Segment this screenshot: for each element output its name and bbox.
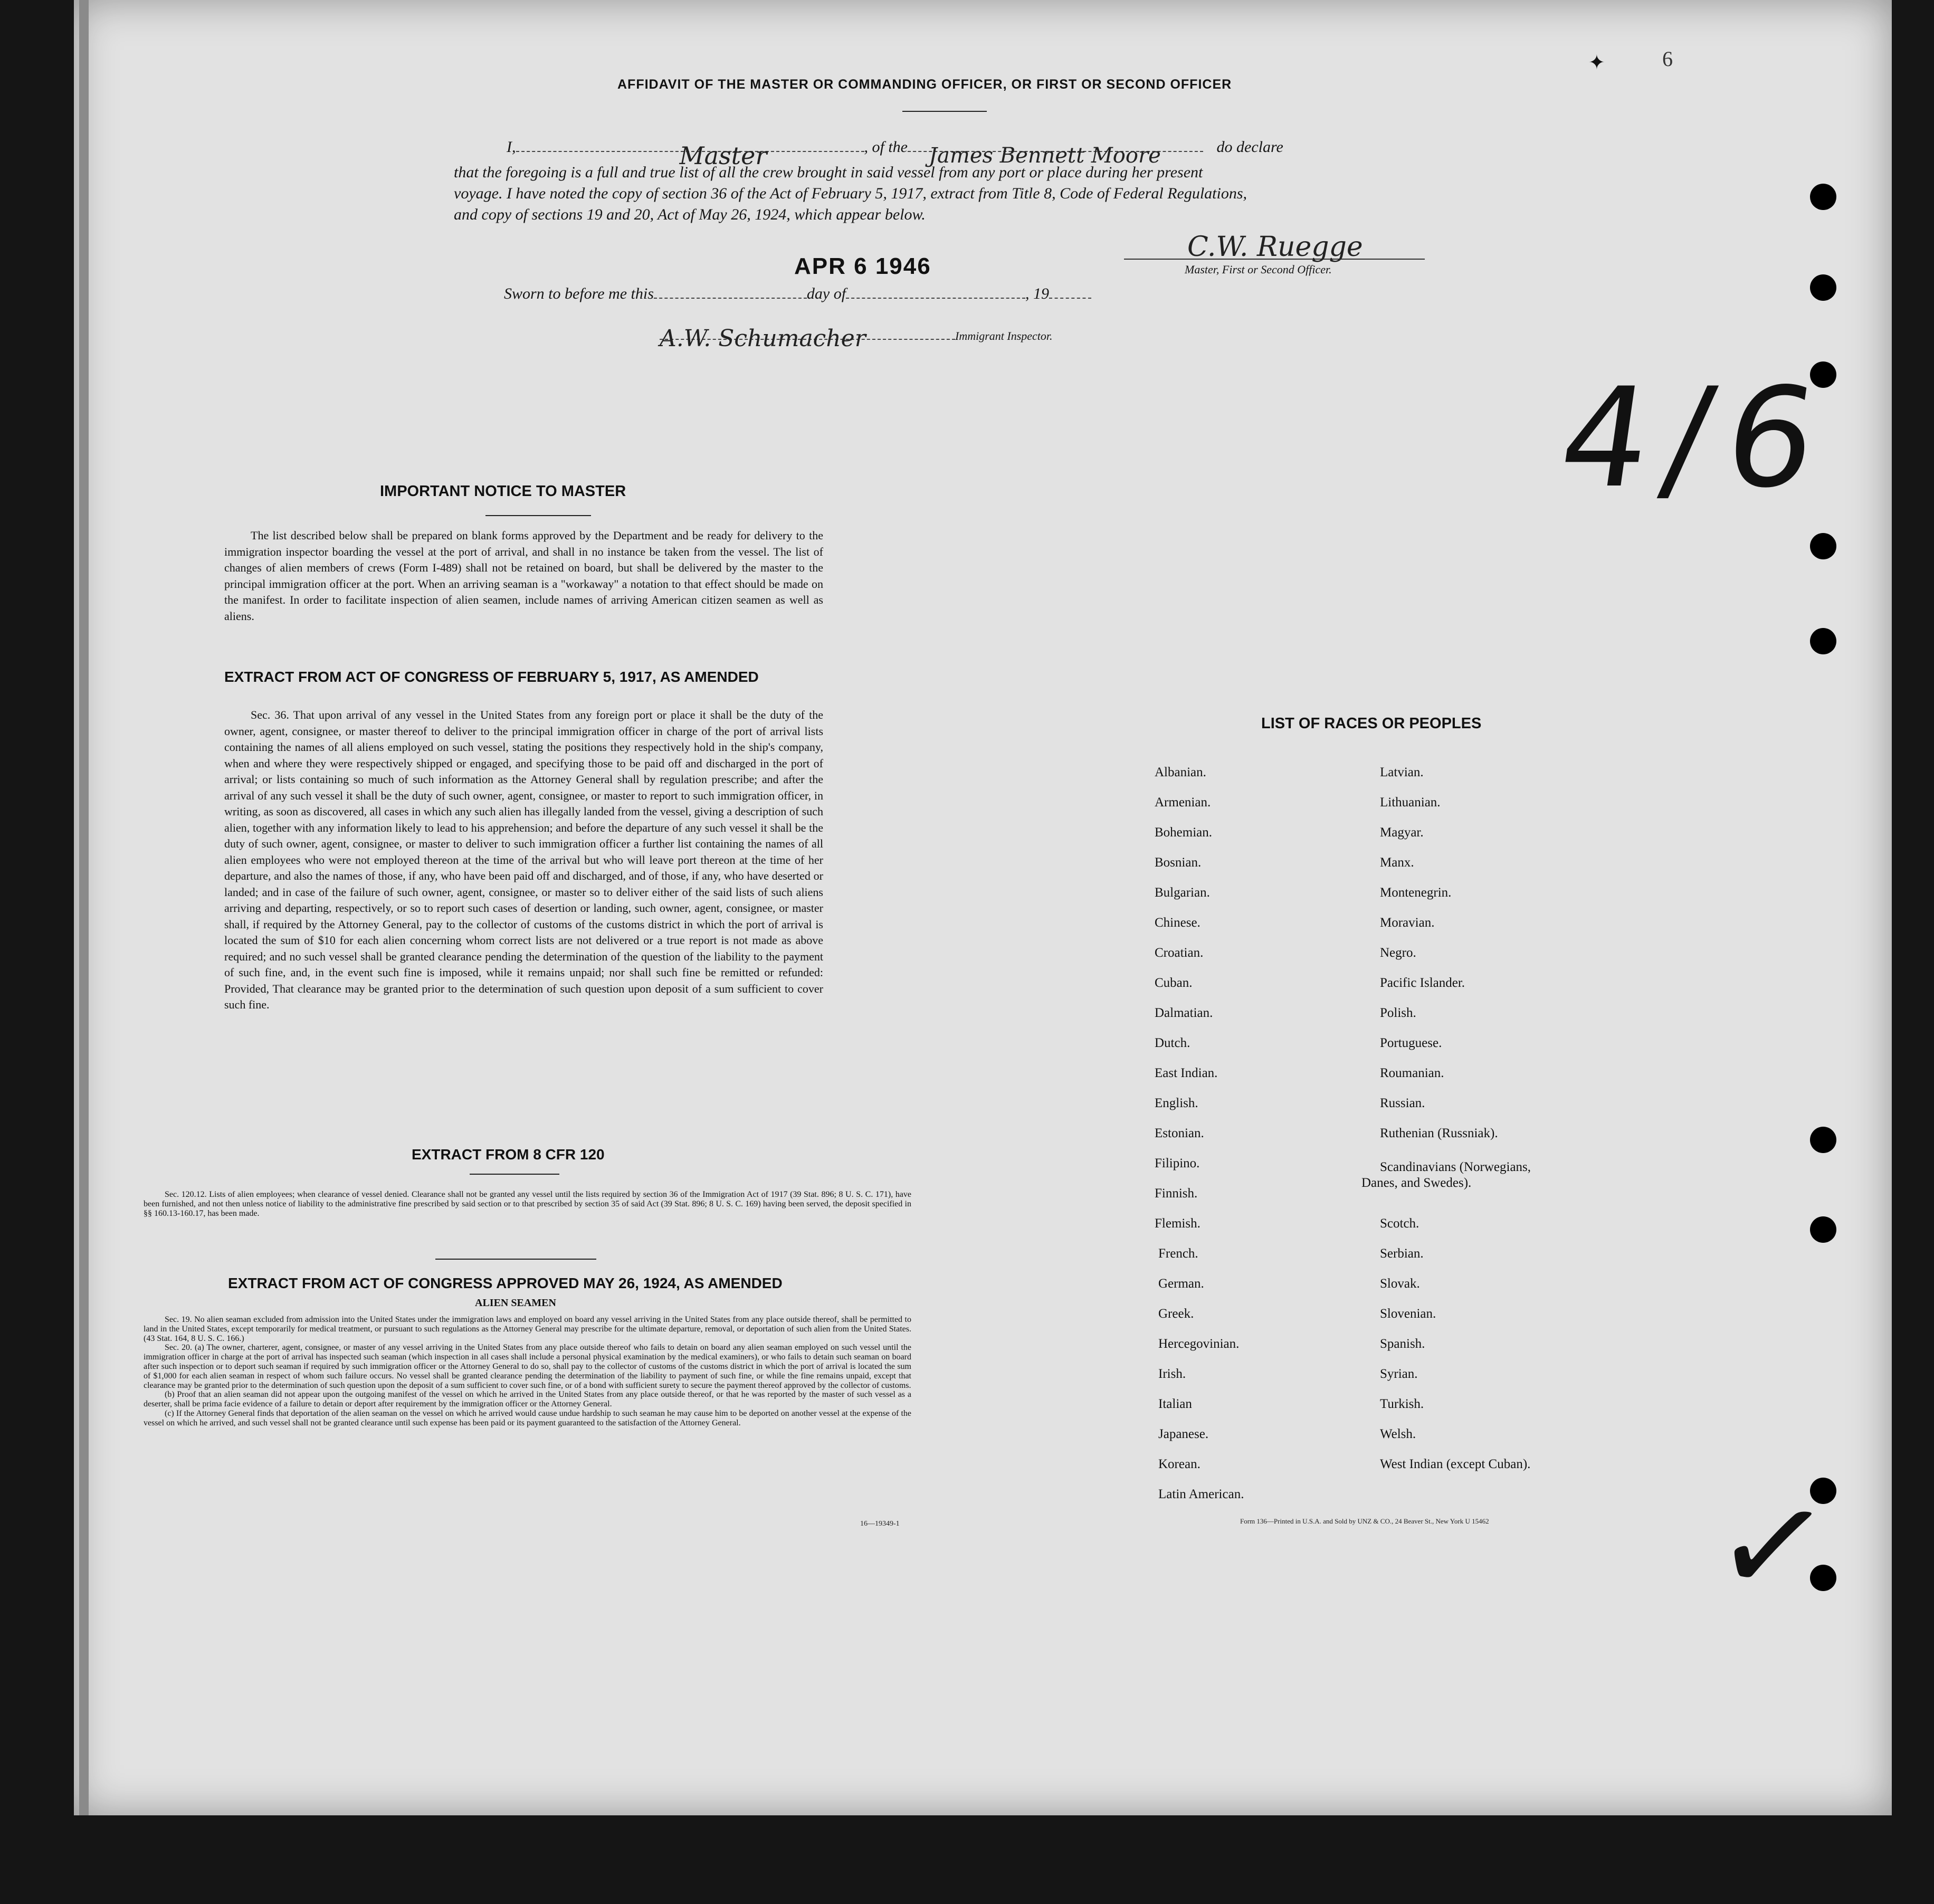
race-item: Bosnian.	[1155, 855, 1202, 870]
race-item: Dutch.	[1155, 1036, 1190, 1050]
extract-cfr-title: EXTRACT FROM 8 CFR 120	[412, 1146, 605, 1163]
section-19-text: Sec. 19. No alien seaman excluded from admission into the United States under the immigration laws and employed on board any vessel arriving in the United States from any place outside thereof, shall be permitted to land in the United States, except temporarily for medical treatment, or pursuant to such regulations as the Attorney General may prescribe for the ultimate departure, removal, or deportation of such alien from the United States. (43 Stat. 164, 8 U. S. C. 166.)	[144, 1315, 911, 1343]
race-item: Finnish.	[1155, 1186, 1198, 1201]
rank-field	[516, 141, 864, 170]
race-item: Pacific Islander.	[1380, 976, 1465, 990]
race-item: Latvian.	[1380, 765, 1424, 779]
race-item: Estonian.	[1155, 1126, 1204, 1140]
punch-hole	[1810, 184, 1836, 210]
sworn-month-field	[846, 298, 1025, 299]
notice-title-underline	[485, 515, 591, 516]
race-item: Turkish.	[1380, 1397, 1424, 1411]
race-item: Spanish.	[1380, 1337, 1425, 1351]
race-item: Korean.	[1158, 1457, 1201, 1471]
punch-hole	[1810, 1216, 1836, 1243]
inspector-title: Immigrant Inspector.	[955, 329, 1053, 342]
race-item: Irish.	[1158, 1367, 1186, 1381]
cfr-title-underline	[470, 1174, 559, 1175]
extract-1917-body	[224, 707, 823, 1013]
officer-signature: C.W. Ruegge	[1187, 231, 1363, 263]
rank-value: Master	[679, 141, 767, 170]
race-item: East Indian.	[1155, 1066, 1218, 1080]
race-item: Bulgarian.	[1155, 886, 1210, 900]
race-item: Portuguese.	[1380, 1036, 1442, 1050]
notice-title: IMPORTANT NOTICE TO MASTER	[380, 483, 626, 500]
sworn-line	[504, 285, 1091, 303]
title-underline	[902, 111, 987, 112]
race-item: Serbian.	[1380, 1246, 1424, 1261]
vessel-field	[908, 144, 1203, 168]
race-item: Manx.	[1380, 855, 1414, 870]
race-item: German.	[1158, 1277, 1204, 1291]
race-item: Albanian.	[1155, 765, 1206, 779]
affidavit-line-3: voyage. I have noted the copy of section 36 of the Act of February 5, 1917, extract from Title 8, Code of Federal Regulations,	[454, 185, 1247, 202]
race-item: Welsh.	[1380, 1427, 1416, 1441]
vessel-value: James Bennett Moore	[929, 144, 1161, 168]
race-item: Russian.	[1380, 1096, 1425, 1110]
scan-edge	[79, 0, 89, 1815]
race-item: Danes, and Swedes).	[1361, 1176, 1472, 1190]
punch-hole	[1810, 533, 1836, 559]
extract-1924-title: EXTRACT FROM ACT OF CONGRESS APPROVED MAY 26, 1924, AS AMENDED	[228, 1275, 783, 1291]
race-item: Italian	[1158, 1397, 1192, 1411]
date-stamp: APR 6 1946	[794, 253, 931, 279]
race-item: Hercegovinian.	[1158, 1337, 1240, 1351]
of-the-label: , of the	[864, 138, 908, 156]
race-item: Roumanian.	[1380, 1066, 1444, 1080]
race-item: Bohemian.	[1155, 825, 1213, 840]
check-mark: ✓	[1704, 1460, 1841, 1634]
race-item: Croatian.	[1155, 946, 1204, 960]
race-item: Scotch.	[1380, 1216, 1419, 1231]
inspector-line	[660, 325, 1053, 352]
race-item: Armenian.	[1155, 795, 1211, 810]
race-item: Dalmatian.	[1155, 1006, 1213, 1020]
race-item: English.	[1155, 1096, 1198, 1110]
inspector-signature-field	[660, 325, 955, 352]
race-item: Flemish.	[1155, 1216, 1201, 1231]
race-item: Syrian.	[1380, 1367, 1418, 1381]
sworn-year-field	[1049, 298, 1091, 299]
section-20c-text: (c) If the Attorney General finds that deportation of the alien seaman on the vessel on which he arrived would cause undue hardship to such seaman he may cause him to be deported on another vessel at the expense of the vessel on which he arrived, and such vessel shall not be granted clearance until such expense has been paid or its payment guaranteed to the satisfaction of the Attorney General.	[144, 1408, 911, 1427]
extract-1917-title: EXTRACT FROM ACT OF CONGRESS OF FEBRUARY 5, 1917, AS AMENDED	[224, 669, 759, 685]
race-item: Chinese.	[1155, 916, 1201, 930]
extract-cfr-body	[144, 1190, 911, 1218]
ink-mark: ✦	[1588, 52, 1605, 74]
affidavit-title: AFFIDAVIT OF THE MASTER OR COMMANDING OFFICER, OR FIRST OR SECOND OFFICER	[617, 77, 1232, 92]
declare-label: do declare	[1216, 138, 1283, 156]
section-20b-text: (b) Proof that an alien seaman did not appear upon the outgoing manifest of the vessel on which he arrived in the United States from any place outside thereof, or that he was reported by the master of such vessel as a deserter, shall be prima facie evidence of a failure to detain or deport after requirement by the immigration officer or the Attorney General.	[144, 1390, 911, 1409]
race-item: Moravian.	[1380, 916, 1435, 930]
notice-body	[224, 528, 823, 624]
affidavit-line-2: that the foregoing is a full and true list of all the crew brought in said vessel from any port or place during her present	[454, 164, 1203, 181]
race-item: Latin American.	[1158, 1487, 1244, 1501]
race-item: Lithuanian.	[1380, 795, 1441, 810]
race-item: Filipino.	[1155, 1156, 1200, 1170]
race-item: Japanese.	[1158, 1427, 1209, 1441]
race-item: West Indian (except Cuban).	[1380, 1457, 1531, 1471]
inspector-signature: A.W. Schumacher	[660, 325, 866, 352]
race-item: Slovak.	[1380, 1277, 1420, 1291]
print-code: 16—19349-1	[860, 1520, 900, 1528]
race-item: Montenegrin.	[1380, 886, 1452, 900]
notice-paragraph: The list described below shall be prepared on blank forms approved by the Department and be ready for delivery to the immigration inspector boarding the vessel at the port of arrival, and shall in no instance be taken from the vessel. The list of changes of alien members of crews (Form I-489) shall not be retained on board, but shall be delivered by the master to the principal immigration officer at the port. When an arriving seaman is a "workaway" a notation to that effect should be made on the manifest. In order to facilitate inspection of alien seamen, include names of arriving American citizen seamen as well as aliens.	[224, 529, 823, 623]
races-title: LIST OF RACES OR PEOPLES	[1261, 715, 1482, 732]
punch-hole	[1810, 628, 1836, 654]
race-item: French.	[1158, 1246, 1198, 1261]
section-120-12-text: Sec. 120.12. Lists of alien employees; when clearance of vessel denied. Clearance shall not be granted any vessel until the lists required by section 36 of the Immigration Act of 1917 (39 Stat. 896; 8 U. S. C. 171), have been furnished, and not then unless notice of liability to the administrative fine prescribed by said section or to that prescribed by section 35 of said Act (39 Stat. 896; 8 U. S. C. 169) having been served, the deposit specified in §§ 160.13-160.17, has been made.	[144, 1190, 911, 1218]
race-item: Negro.	[1380, 946, 1416, 960]
section-36-text: Sec. 36. That upon arrival of any vessel in the United States from any foreign port or place it shall be the duty of the owner, agent, consignee, or master thereof to deliver to the principal immigration officer in charge of the port of arrival lists containing the names of all aliens employed on such vessel, stating the positions they respectively hold in the ship's company, when and where they were respectively shipped or engaged, and specifying those to be paid off and discharged in the port of arrival; or lists containing so much of such information as the Attorney General shall by regulation prescribe; and after the arrival of any such vessel it shall be the duty of such owner, agent, consignee, or master to report to such immigration officer, in writing, as soon as discovered, all cases in which any such alien has illegally landed from the vessel, giving a description of such alien, together with any information likely to lead to his apprehension; and before the departure of any such vessel it shall be the duty of such owner, agent, consignee, or master to deliver to such immigration officer a further list containing the names of all alien employees who were not employed thereon at the time of the arrival but who will leave port thereon at the time of her departure, and also the names of those, if any, who have been paid off and discharged, and of those, if any, who have deserted or landed; and in case of the failure of such owner, agent, consignee, or master so to deliver either of the said lists of such aliens arriving and departing, respectively, or so to report such cases of desertion or landing, such owner, agent, consignee, or master shall, if required by the Attorney General, pay to the collector of customs of the customs district in which the port of arrival is located the sum of $10 for each alien concerning whom correct lists are not delivered or a true report is not made as above required; and no such vessel shall be granted clearance pending the determination of the question of the liability to the payment of such fine, and, in the event such fine is imposed, while it remains unpaid; nor shall such fine be remitted or refunded: Provided, That clearance may be granted prior to the determination of such question upon deposit of a sum sufficient to cover such fine.	[224, 708, 823, 1011]
punch-hole	[1810, 1127, 1836, 1153]
form-footer: Form 136—Printed in U.S.A. and Sold by UNZ & CO., 24 Beaver St., New York U 15462	[1240, 1517, 1489, 1525]
race-item: Greek.	[1158, 1307, 1194, 1321]
divider-rule	[435, 1259, 596, 1260]
race-item: Polish.	[1380, 1006, 1416, 1020]
race-item: Ruthenian (Russniak).	[1380, 1126, 1498, 1140]
sworn-date-field	[654, 298, 807, 299]
punch-hole	[1810, 274, 1836, 301]
handwritten-page-number: 4/6	[1550, 359, 1842, 518]
affidavit-line-4: and copy of sections 19 and 20, Act of May 26, 1924, which appear below.	[454, 206, 926, 223]
extract-1924-body	[144, 1315, 911, 1428]
sworn-prefix: Sworn to before me this	[504, 285, 654, 302]
race-item: Cuban.	[1155, 976, 1193, 990]
race-item: Magyar.	[1380, 825, 1424, 840]
pronoun-label: I,	[507, 138, 516, 156]
officer-title: Master, First or Second Officer.	[1185, 263, 1332, 276]
section-20a-text: Sec. 20. (a) The owner, charterer, agent, consignee, or master of any vessel arriving in the United States from any place outside thereof who fails to detain on board any alien seaman employed on such vessel until the immigration officer in charge at the port of arrival has inspected such seaman (which inspection in all cases shall include a personal physical examination by the medical examiners), or who fails to detain such seaman on board after such inspection or to deport such seaman if required by such immigration officer or the Attorney General to do so, shall pay to the collector of customs of the customs district in which the port of arrival is located the sum of $1,000 for each alien seaman in respect of whom such failure occurs. No vessel shall be granted clearance pending the determination of the liability to payment of such fine, or while the fine remains unpaid, except that clearance may be granted prior to the determination of such question upon the deposit of a sum sufficient to cover such fine, or of a bond with sufficient surety to secure the payment thereof approved by the collector of customs.	[144, 1343, 911, 1390]
race-item: Scandinavians (Norwegians,	[1380, 1160, 1531, 1174]
corner-mark: 6	[1662, 47, 1673, 71]
extract-1924-subtitle: ALIEN SEAMEN	[475, 1297, 556, 1309]
sworn-day-label: day of	[806, 285, 846, 302]
sworn-year-label: , 19	[1025, 285, 1050, 302]
affidavit-line-1	[507, 138, 1283, 170]
race-item: Slovenian.	[1380, 1307, 1436, 1321]
